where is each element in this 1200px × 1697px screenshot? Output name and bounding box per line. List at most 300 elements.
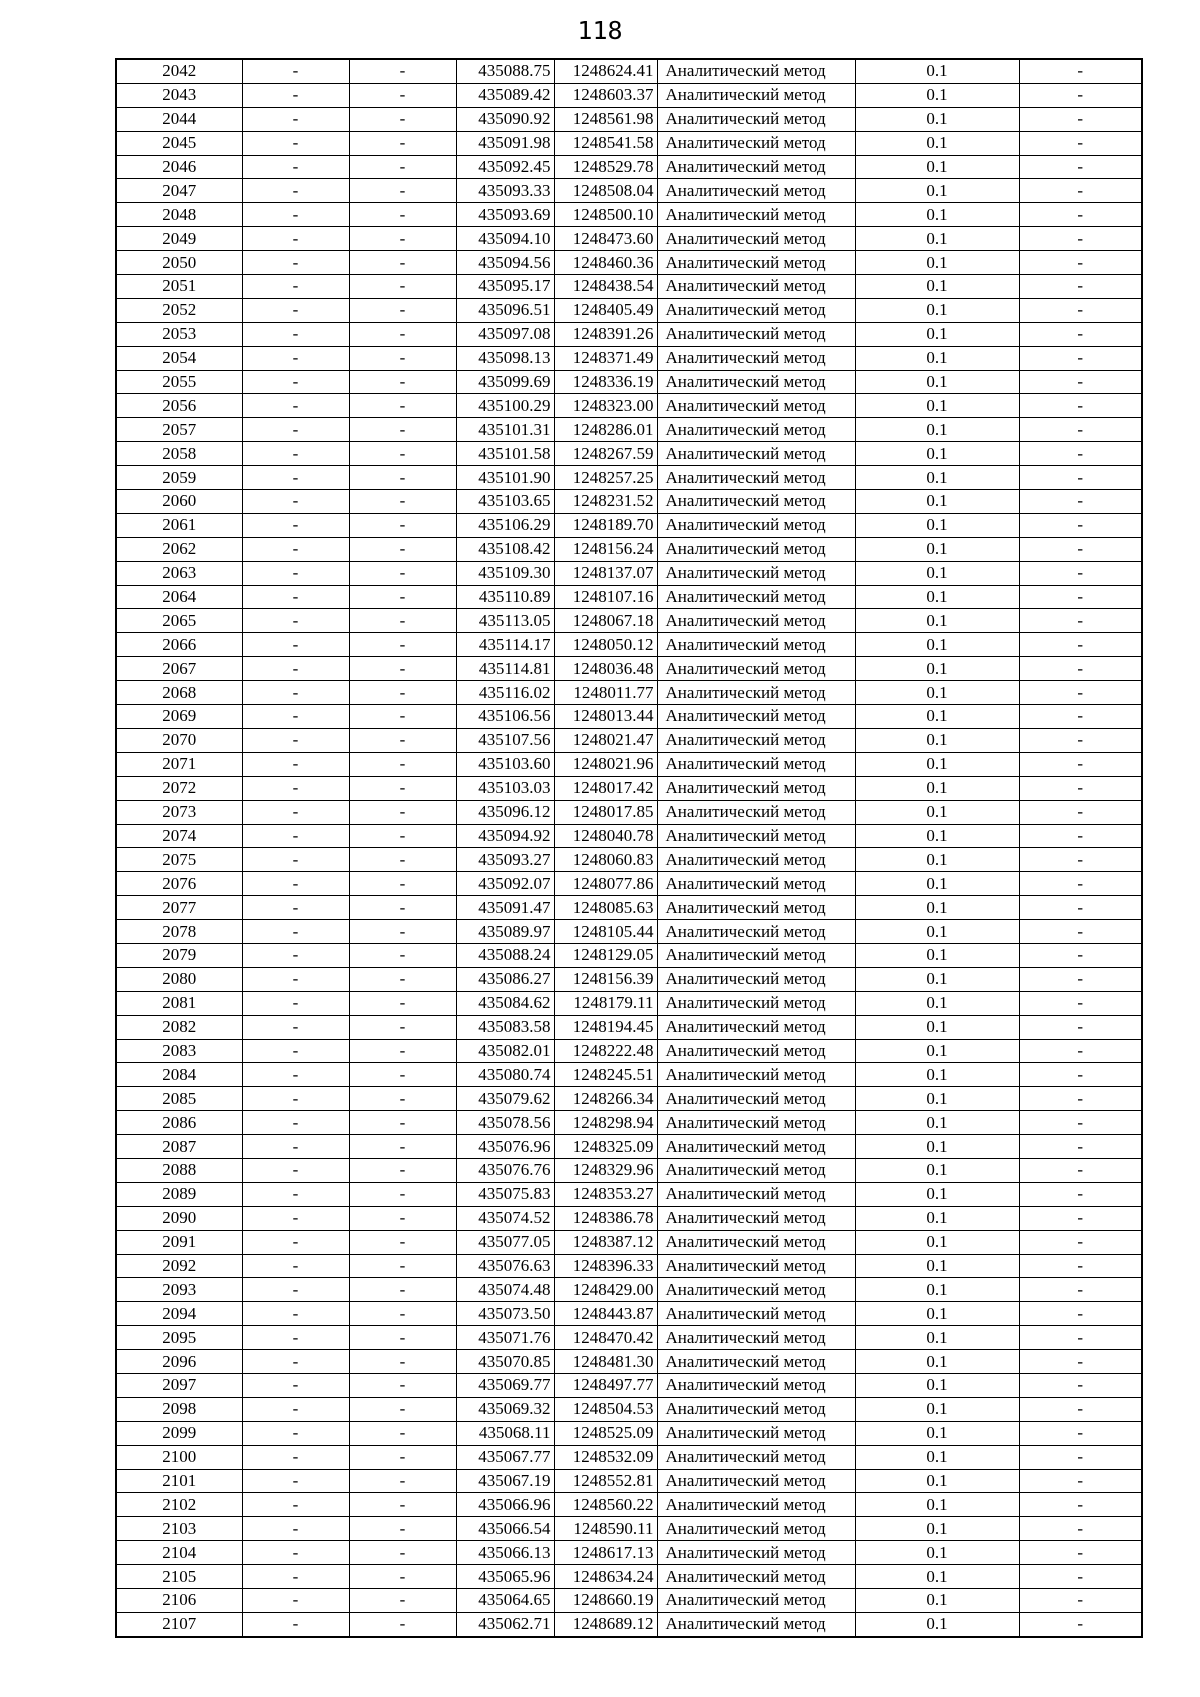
accuracy-cell: 0.1: [855, 1517, 1019, 1541]
dash-cell: -: [242, 1373, 349, 1397]
accuracy-cell: 0.1: [855, 59, 1019, 83]
point-number-cell: 2055: [116, 370, 242, 394]
table-row: [116, 991, 1142, 1015]
method-cell: Аналитический метод: [657, 1206, 855, 1230]
accuracy-cell: 0.1: [855, 155, 1019, 179]
x-coordinate-cell: 435092.07: [456, 872, 554, 896]
dash-cell: -: [242, 490, 349, 514]
y-coordinate-cell: 1248387.12: [554, 1230, 657, 1254]
point-number-cell: 2049: [116, 227, 242, 251]
method-cell: Аналитический метод: [657, 681, 855, 705]
dash-cell: -: [349, 83, 456, 107]
y-coordinate-cell: 1248624.41: [554, 59, 657, 83]
x-coordinate-cell: 435069.77: [456, 1373, 554, 1397]
method-cell: Аналитический метод: [657, 394, 855, 418]
method-cell: Аналитический метод: [657, 466, 855, 490]
dash-cell: -: [242, 705, 349, 729]
x-coordinate-cell: 435091.98: [456, 131, 554, 155]
note-cell: -: [1019, 1182, 1142, 1206]
table-row: [116, 1063, 1142, 1087]
dash-cell: -: [349, 585, 456, 609]
accuracy-cell: 0.1: [855, 1565, 1019, 1589]
point-number-cell: 2107: [116, 1612, 242, 1636]
point-number-cell: 2050: [116, 251, 242, 275]
note-cell: -: [1019, 1326, 1142, 1350]
dash-cell: -: [242, 943, 349, 967]
note-cell: -: [1019, 418, 1142, 442]
dash-cell: -: [349, 824, 456, 848]
dash-cell: -: [242, 1445, 349, 1469]
table-row: [116, 872, 1142, 896]
accuracy-cell: 0.1: [855, 1541, 1019, 1565]
note-cell: -: [1019, 1111, 1142, 1135]
table-row: [116, 1015, 1142, 1039]
note-cell: -: [1019, 513, 1142, 537]
method-cell: Аналитический метод: [657, 1135, 855, 1159]
y-coordinate-cell: 1248077.86: [554, 872, 657, 896]
dash-cell: -: [349, 131, 456, 155]
note-cell: -: [1019, 1230, 1142, 1254]
method-cell: Аналитический метод: [657, 1302, 855, 1326]
table-row: [116, 155, 1142, 179]
note-cell: -: [1019, 1206, 1142, 1230]
point-number-cell: 2087: [116, 1135, 242, 1159]
note-cell: -: [1019, 107, 1142, 131]
note-cell: -: [1019, 991, 1142, 1015]
method-cell: Аналитический метод: [657, 107, 855, 131]
accuracy-cell: 0.1: [855, 1015, 1019, 1039]
note-cell: -: [1019, 275, 1142, 299]
method-cell: Аналитический метод: [657, 920, 855, 944]
y-coordinate-cell: 1248590.11: [554, 1517, 657, 1541]
dash-cell: -: [242, 1469, 349, 1493]
accuracy-cell: 0.1: [855, 537, 1019, 561]
method-cell: Аналитический метод: [657, 848, 855, 872]
point-number-cell: 2076: [116, 872, 242, 896]
point-number-cell: 2053: [116, 322, 242, 346]
table-row: [116, 203, 1142, 227]
accuracy-cell: 0.1: [855, 1350, 1019, 1374]
x-coordinate-cell: 435084.62: [456, 991, 554, 1015]
table-row: [116, 800, 1142, 824]
point-number-cell: 2090: [116, 1206, 242, 1230]
point-number-cell: 2054: [116, 346, 242, 370]
dash-cell: -: [349, 1326, 456, 1350]
x-coordinate-cell: 435079.62: [456, 1087, 554, 1111]
method-cell: Аналитический метод: [657, 1612, 855, 1636]
table-row: [116, 896, 1142, 920]
dash-cell: -: [242, 1493, 349, 1517]
note-cell: -: [1019, 561, 1142, 585]
x-coordinate-cell: 435066.96: [456, 1493, 554, 1517]
point-number-cell: 2051: [116, 275, 242, 299]
dash-cell: -: [242, 155, 349, 179]
x-coordinate-cell: 435103.03: [456, 776, 554, 800]
table-row: [116, 1111, 1142, 1135]
table-row: [116, 585, 1142, 609]
point-number-cell: 2088: [116, 1158, 242, 1182]
dash-cell: -: [242, 227, 349, 251]
x-coordinate-cell: 435090.92: [456, 107, 554, 131]
dash-cell: -: [349, 1565, 456, 1589]
x-coordinate-cell: 435096.51: [456, 298, 554, 322]
accuracy-cell: 0.1: [855, 728, 1019, 752]
dash-cell: -: [349, 1015, 456, 1039]
dash-cell: -: [349, 1206, 456, 1230]
method-cell: Аналитический метод: [657, 1541, 855, 1565]
y-coordinate-cell: 1248231.52: [554, 490, 657, 514]
point-number-cell: 2094: [116, 1302, 242, 1326]
x-coordinate-cell: 435077.05: [456, 1230, 554, 1254]
x-coordinate-cell: 435074.48: [456, 1278, 554, 1302]
point-number-cell: 2059: [116, 466, 242, 490]
method-cell: Аналитический метод: [657, 1469, 855, 1493]
dash-cell: -: [349, 179, 456, 203]
x-coordinate-cell: 435093.27: [456, 848, 554, 872]
method-cell: Аналитический метод: [657, 490, 855, 514]
y-coordinate-cell: 1248508.04: [554, 179, 657, 203]
note-cell: -: [1019, 1158, 1142, 1182]
note-cell: -: [1019, 490, 1142, 514]
note-cell: -: [1019, 1421, 1142, 1445]
table-row: [116, 1039, 1142, 1063]
table-row: [116, 1397, 1142, 1421]
note-cell: -: [1019, 681, 1142, 705]
table-row: [116, 1350, 1142, 1374]
table-row: [116, 1326, 1142, 1350]
table-row: [116, 1469, 1142, 1493]
dash-cell: -: [349, 752, 456, 776]
note-cell: -: [1019, 346, 1142, 370]
dash-cell: -: [242, 346, 349, 370]
note-cell: -: [1019, 442, 1142, 466]
dash-cell: -: [242, 1421, 349, 1445]
y-coordinate-cell: 1248500.10: [554, 203, 657, 227]
note-cell: -: [1019, 609, 1142, 633]
point-number-cell: 2079: [116, 943, 242, 967]
accuracy-cell: 0.1: [855, 466, 1019, 490]
accuracy-cell: 0.1: [855, 275, 1019, 299]
note-cell: -: [1019, 633, 1142, 657]
y-coordinate-cell: 1248194.45: [554, 1015, 657, 1039]
y-coordinate-cell: 1248525.09: [554, 1421, 657, 1445]
x-coordinate-cell: 435108.42: [456, 537, 554, 561]
table-row: [116, 227, 1142, 251]
accuracy-cell: 0.1: [855, 752, 1019, 776]
note-cell: -: [1019, 227, 1142, 251]
accuracy-cell: 0.1: [855, 1039, 1019, 1063]
method-cell: Аналитический метод: [657, 227, 855, 251]
method-cell: Аналитический метод: [657, 1445, 855, 1469]
dash-cell: -: [349, 896, 456, 920]
table-row: [116, 490, 1142, 514]
table-row: [116, 59, 1142, 83]
accuracy-cell: 0.1: [855, 609, 1019, 633]
table-row: [116, 107, 1142, 131]
accuracy-cell: 0.1: [855, 1158, 1019, 1182]
y-coordinate-cell: 1248460.36: [554, 251, 657, 275]
method-cell: Аналитический метод: [657, 633, 855, 657]
dash-cell: -: [242, 633, 349, 657]
accuracy-cell: 0.1: [855, 824, 1019, 848]
method-cell: Аналитический метод: [657, 59, 855, 83]
y-coordinate-cell: 1248040.78: [554, 824, 657, 848]
y-coordinate-cell: 1248017.85: [554, 800, 657, 824]
note-cell: -: [1019, 705, 1142, 729]
dash-cell: -: [242, 848, 349, 872]
dash-cell: -: [349, 1350, 456, 1374]
accuracy-cell: 0.1: [855, 1469, 1019, 1493]
y-coordinate-cell: 1248105.44: [554, 920, 657, 944]
dash-cell: -: [242, 418, 349, 442]
dash-cell: -: [349, 59, 456, 83]
note-cell: -: [1019, 131, 1142, 155]
note-cell: -: [1019, 848, 1142, 872]
y-coordinate-cell: 1248085.63: [554, 896, 657, 920]
note-cell: -: [1019, 1469, 1142, 1493]
note-cell: -: [1019, 370, 1142, 394]
point-number-cell: 2081: [116, 991, 242, 1015]
dash-cell: -: [349, 466, 456, 490]
dash-cell: -: [242, 107, 349, 131]
y-coordinate-cell: 1248552.81: [554, 1469, 657, 1493]
table-row: [116, 131, 1142, 155]
point-number-cell: 2057: [116, 418, 242, 442]
point-number-cell: 2064: [116, 585, 242, 609]
table-row: [116, 1612, 1142, 1636]
dash-cell: -: [242, 179, 349, 203]
dash-cell: -: [242, 872, 349, 896]
dash-cell: -: [349, 394, 456, 418]
dash-cell: -: [242, 1158, 349, 1182]
table-row: [116, 394, 1142, 418]
table-row: [116, 1517, 1142, 1541]
accuracy-cell: 0.1: [855, 227, 1019, 251]
accuracy-cell: 0.1: [855, 370, 1019, 394]
dash-cell: -: [349, 991, 456, 1015]
method-cell: Аналитический метод: [657, 991, 855, 1015]
x-coordinate-cell: 435065.96: [456, 1565, 554, 1589]
y-coordinate-cell: 1248189.70: [554, 513, 657, 537]
dash-cell: -: [242, 322, 349, 346]
dash-cell: -: [349, 633, 456, 657]
x-coordinate-cell: 435103.60: [456, 752, 554, 776]
dash-cell: -: [349, 155, 456, 179]
note-cell: -: [1019, 1087, 1142, 1111]
dash-cell: -: [349, 227, 456, 251]
x-coordinate-cell: 435071.76: [456, 1326, 554, 1350]
x-coordinate-cell: 435114.17: [456, 633, 554, 657]
point-number-cell: 2097: [116, 1373, 242, 1397]
note-cell: -: [1019, 1350, 1142, 1374]
x-coordinate-cell: 435076.96: [456, 1135, 554, 1159]
dash-cell: -: [242, 1039, 349, 1063]
dash-cell: -: [349, 370, 456, 394]
dash-cell: -: [349, 442, 456, 466]
method-cell: Аналитический метод: [657, 131, 855, 155]
accuracy-cell: 0.1: [855, 83, 1019, 107]
x-coordinate-cell: 435095.17: [456, 275, 554, 299]
dash-cell: -: [242, 275, 349, 299]
point-number-cell: 2044: [116, 107, 242, 131]
accuracy-cell: 0.1: [855, 633, 1019, 657]
y-coordinate-cell: 1248660.19: [554, 1589, 657, 1613]
y-coordinate-cell: 1248011.77: [554, 681, 657, 705]
dash-cell: -: [349, 1111, 456, 1135]
method-cell: Аналитический метод: [657, 967, 855, 991]
y-coordinate-cell: 1248050.12: [554, 633, 657, 657]
note-cell: -: [1019, 657, 1142, 681]
x-coordinate-cell: 435076.76: [456, 1158, 554, 1182]
y-coordinate-cell: 1248504.53: [554, 1397, 657, 1421]
point-number-cell: 2060: [116, 490, 242, 514]
table-row: [116, 1135, 1142, 1159]
x-coordinate-cell: 435080.74: [456, 1063, 554, 1087]
method-cell: Аналитический метод: [657, 83, 855, 107]
accuracy-cell: 0.1: [855, 1302, 1019, 1326]
note-cell: -: [1019, 1397, 1142, 1421]
point-number-cell: 2084: [116, 1063, 242, 1087]
y-coordinate-cell: 1248017.42: [554, 776, 657, 800]
table-row: [116, 824, 1142, 848]
dash-cell: -: [242, 657, 349, 681]
point-number-cell: 2075: [116, 848, 242, 872]
dash-cell: -: [242, 920, 349, 944]
y-coordinate-cell: 1248245.51: [554, 1063, 657, 1087]
dash-cell: -: [349, 920, 456, 944]
point-number-cell: 2102: [116, 1493, 242, 1517]
point-number-cell: 2061: [116, 513, 242, 537]
note-cell: -: [1019, 1493, 1142, 1517]
x-coordinate-cell: 435068.11: [456, 1421, 554, 1445]
accuracy-cell: 0.1: [855, 561, 1019, 585]
dash-cell: -: [242, 728, 349, 752]
method-cell: Аналитический метод: [657, 1182, 855, 1206]
dash-cell: -: [349, 322, 456, 346]
x-coordinate-cell: 435099.69: [456, 370, 554, 394]
dash-cell: -: [242, 513, 349, 537]
table-row: [116, 967, 1142, 991]
x-coordinate-cell: 435066.54: [456, 1517, 554, 1541]
x-coordinate-cell: 435116.02: [456, 681, 554, 705]
accuracy-cell: 0.1: [855, 943, 1019, 967]
point-number-cell: 2098: [116, 1397, 242, 1421]
y-coordinate-cell: 1248634.24: [554, 1565, 657, 1589]
method-cell: Аналитический метод: [657, 824, 855, 848]
method-cell: Аналитический метод: [657, 800, 855, 824]
point-number-cell: 2106: [116, 1589, 242, 1613]
dash-cell: -: [349, 967, 456, 991]
method-cell: Аналитический метод: [657, 322, 855, 346]
x-coordinate-cell: 435106.56: [456, 705, 554, 729]
accuracy-cell: 0.1: [855, 1182, 1019, 1206]
y-coordinate-cell: 1248561.98: [554, 107, 657, 131]
table-row: [116, 466, 1142, 490]
point-number-cell: 2066: [116, 633, 242, 657]
method-cell: Аналитический метод: [657, 203, 855, 227]
table-row: [116, 346, 1142, 370]
y-coordinate-cell: 1248603.37: [554, 83, 657, 107]
y-coordinate-cell: 1248286.01: [554, 418, 657, 442]
accuracy-cell: 0.1: [855, 418, 1019, 442]
table-row: [116, 705, 1142, 729]
note-cell: -: [1019, 1135, 1142, 1159]
dash-cell: -: [242, 131, 349, 155]
note-cell: -: [1019, 967, 1142, 991]
note-cell: -: [1019, 872, 1142, 896]
x-coordinate-cell: 435075.83: [456, 1182, 554, 1206]
point-number-cell: 2058: [116, 442, 242, 466]
method-cell: Аналитический метод: [657, 1326, 855, 1350]
note-cell: -: [1019, 1373, 1142, 1397]
method-cell: Аналитический метод: [657, 728, 855, 752]
note-cell: -: [1019, 322, 1142, 346]
point-number-cell: 2048: [116, 203, 242, 227]
method-cell: Аналитический метод: [657, 1373, 855, 1397]
table-row: [116, 657, 1142, 681]
table-row: [116, 179, 1142, 203]
method-cell: Аналитический метод: [657, 1493, 855, 1517]
point-number-cell: 2074: [116, 824, 242, 848]
dash-cell: -: [349, 251, 456, 275]
point-number-cell: 2047: [116, 179, 242, 203]
dash-cell: -: [349, 1589, 456, 1613]
y-coordinate-cell: 1248156.39: [554, 967, 657, 991]
point-number-cell: 2045: [116, 131, 242, 155]
y-coordinate-cell: 1248129.05: [554, 943, 657, 967]
coordinates-table: [115, 58, 1143, 1638]
table-row: [116, 442, 1142, 466]
accuracy-cell: 0.1: [855, 1445, 1019, 1469]
y-coordinate-cell: 1248429.00: [554, 1278, 657, 1302]
accuracy-cell: 0.1: [855, 179, 1019, 203]
dash-cell: -: [349, 1517, 456, 1541]
x-coordinate-cell: 435113.05: [456, 609, 554, 633]
table-row: [116, 322, 1142, 346]
y-coordinate-cell: 1248067.18: [554, 609, 657, 633]
dash-cell: -: [242, 466, 349, 490]
x-coordinate-cell: 435091.47: [456, 896, 554, 920]
dash-cell: -: [242, 585, 349, 609]
point-number-cell: 2063: [116, 561, 242, 585]
accuracy-cell: 0.1: [855, 107, 1019, 131]
table-row: [116, 1182, 1142, 1206]
accuracy-cell: 0.1: [855, 1087, 1019, 1111]
note-cell: -: [1019, 1565, 1142, 1589]
method-cell: Аналитический метод: [657, 585, 855, 609]
point-number-cell: 2083: [116, 1039, 242, 1063]
dash-cell: -: [242, 1111, 349, 1135]
dash-cell: -: [349, 1302, 456, 1326]
table-row: [116, 83, 1142, 107]
method-cell: Аналитический метод: [657, 1517, 855, 1541]
method-cell: Аналитический метод: [657, 1015, 855, 1039]
method-cell: Аналитический метод: [657, 537, 855, 561]
point-number-cell: 2071: [116, 752, 242, 776]
dash-cell: -: [242, 1087, 349, 1111]
dash-cell: -: [242, 1397, 349, 1421]
note-cell: -: [1019, 1589, 1142, 1613]
accuracy-cell: 0.1: [855, 1206, 1019, 1230]
dash-cell: -: [242, 251, 349, 275]
dash-cell: -: [242, 537, 349, 561]
accuracy-cell: 0.1: [855, 251, 1019, 275]
x-coordinate-cell: 435094.92: [456, 824, 554, 848]
x-coordinate-cell: 435103.65: [456, 490, 554, 514]
note-cell: -: [1019, 943, 1142, 967]
dash-cell: -: [349, 107, 456, 131]
dash-cell: -: [242, 824, 349, 848]
